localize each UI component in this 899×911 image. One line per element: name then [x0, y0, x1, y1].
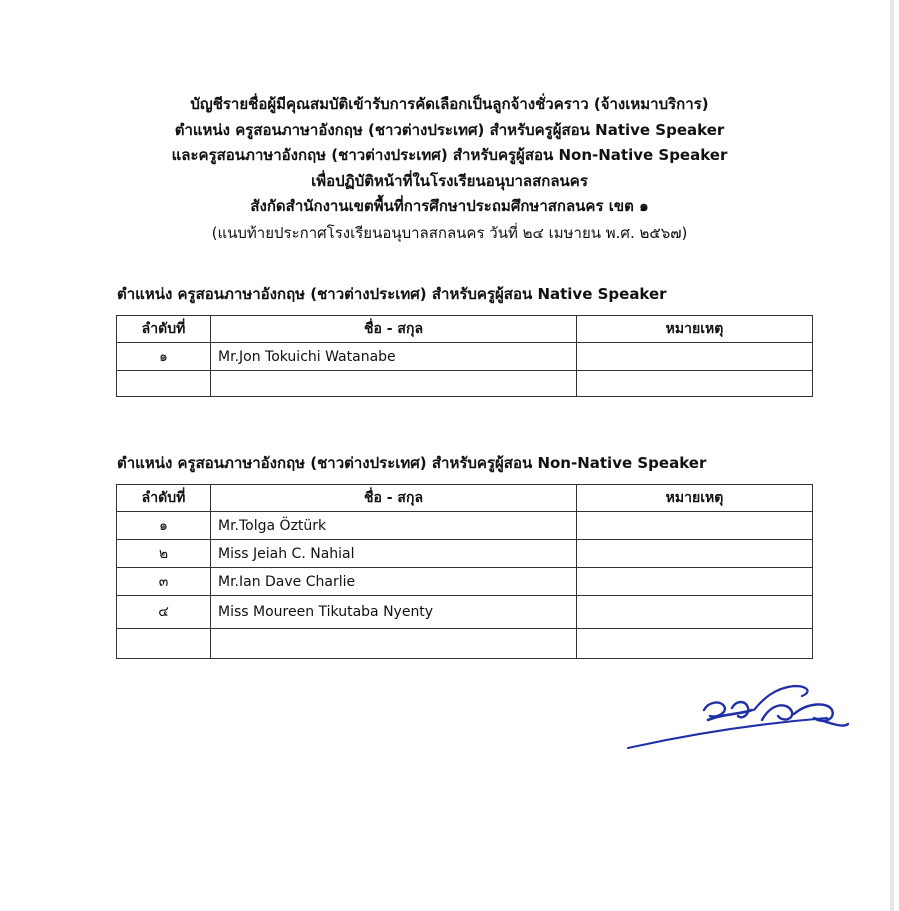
column-header-order: ลำดับที่ — [117, 485, 211, 512]
signature-loop-1 — [704, 703, 725, 717]
table-row — [117, 596, 813, 629]
row-remark — [577, 540, 813, 568]
row-name: Mr.Jon Tokuichi Watanabe — [211, 343, 577, 371]
signature-loop-3 — [762, 705, 792, 720]
table-row — [117, 540, 813, 568]
row-order: ๑ — [117, 512, 211, 540]
table-row — [117, 512, 813, 540]
table-row — [117, 629, 813, 659]
row-name: Miss Moureen Tikutaba Nyenty — [211, 596, 577, 629]
row-order: ๓ — [117, 568, 211, 596]
native-speaker-table — [116, 315, 813, 397]
table-header-row — [117, 485, 813, 512]
signature-strokes — [628, 686, 848, 748]
header-title-line-4: เพื่อปฏิบัติหน้าที่ในโรงเรียนอนุบาลสกลนคร — [311, 171, 588, 190]
row-order: ๑ — [117, 343, 211, 371]
header-title-line-2: ตำแหน่ง ครูสอนภาษาอังกฤษ (ชาวต่างประเทศ) สำหรับครูผู้สอน Native Speaker — [174, 120, 725, 139]
header-title-line-5: สังกัดสำนักงานเขตพื้นที่การศึกษาประถมศึกษาสกลนคร เขต ๑ — [250, 197, 649, 215]
header-title-line-1: บัญชีรายชื่อผู้มีคุณสมบัติเข้ารับการคัดเลือกเป็นลูกจ้างชั่วคราว (จ้างเหมาบริการ) — [190, 95, 709, 113]
table-row — [117, 343, 813, 371]
signature-image — [622, 680, 862, 760]
table-header-row — [117, 316, 813, 343]
section-title-native-speaker: ตำแหน่ง ครูสอนภาษาอังกฤษ (ชาวต่างประเทศ) สำหรับครูผู้สอน Native Speaker — [117, 285, 667, 303]
row-remark — [577, 596, 813, 629]
column-header-name: ชื่อ - สกุล — [211, 316, 577, 343]
table-row — [117, 568, 813, 596]
row-name — [211, 371, 577, 397]
column-header-remark: หมายเหตุ — [577, 485, 813, 512]
row-remark — [577, 512, 813, 540]
column-header-order: ลำดับที่ — [117, 316, 211, 343]
row-order: ๒ — [117, 540, 211, 568]
signature-tail — [794, 704, 848, 725]
signature-underline — [628, 718, 827, 748]
row-name: Mr.Ian Dave Charlie — [211, 568, 577, 596]
header-title-line-3: และครูสอนภาษาอังกฤษ (ชาวต่างประเทศ) สำหรับครูผู้สอน Non-Native Speaker — [171, 146, 728, 164]
row-order — [117, 371, 211, 397]
table-row — [117, 371, 813, 397]
header-attachment-note: (แนบท้ายประกาศโรงเรียนอนุบาลสกลนคร วันที่ ๒๔ เมษายน พ.ศ. ๒๕๖๗) — [211, 223, 688, 242]
row-remark — [577, 568, 813, 596]
row-remark — [577, 343, 813, 371]
non-native-speaker-table — [116, 484, 813, 659]
row-remark — [577, 371, 813, 397]
row-order — [117, 629, 211, 659]
row-name — [211, 629, 577, 659]
row-name: Mr.Tolga Öztürk — [211, 512, 577, 540]
row-remark — [577, 629, 813, 659]
document-header — [0, 92, 899, 246]
row-name: Miss Jeiah C. Nahial — [211, 540, 577, 568]
section-title-non-native-speaker: ตำแหน่ง ครูสอนภาษาอังกฤษ (ชาวต่างประเทศ) สำหรับครูผู้สอน Non-Native Speaker — [117, 454, 707, 472]
column-header-name: ชื่อ - สกุล — [211, 485, 577, 512]
row-order: ๔ — [117, 596, 211, 629]
column-header-remark: หมายเหตุ — [577, 316, 813, 343]
